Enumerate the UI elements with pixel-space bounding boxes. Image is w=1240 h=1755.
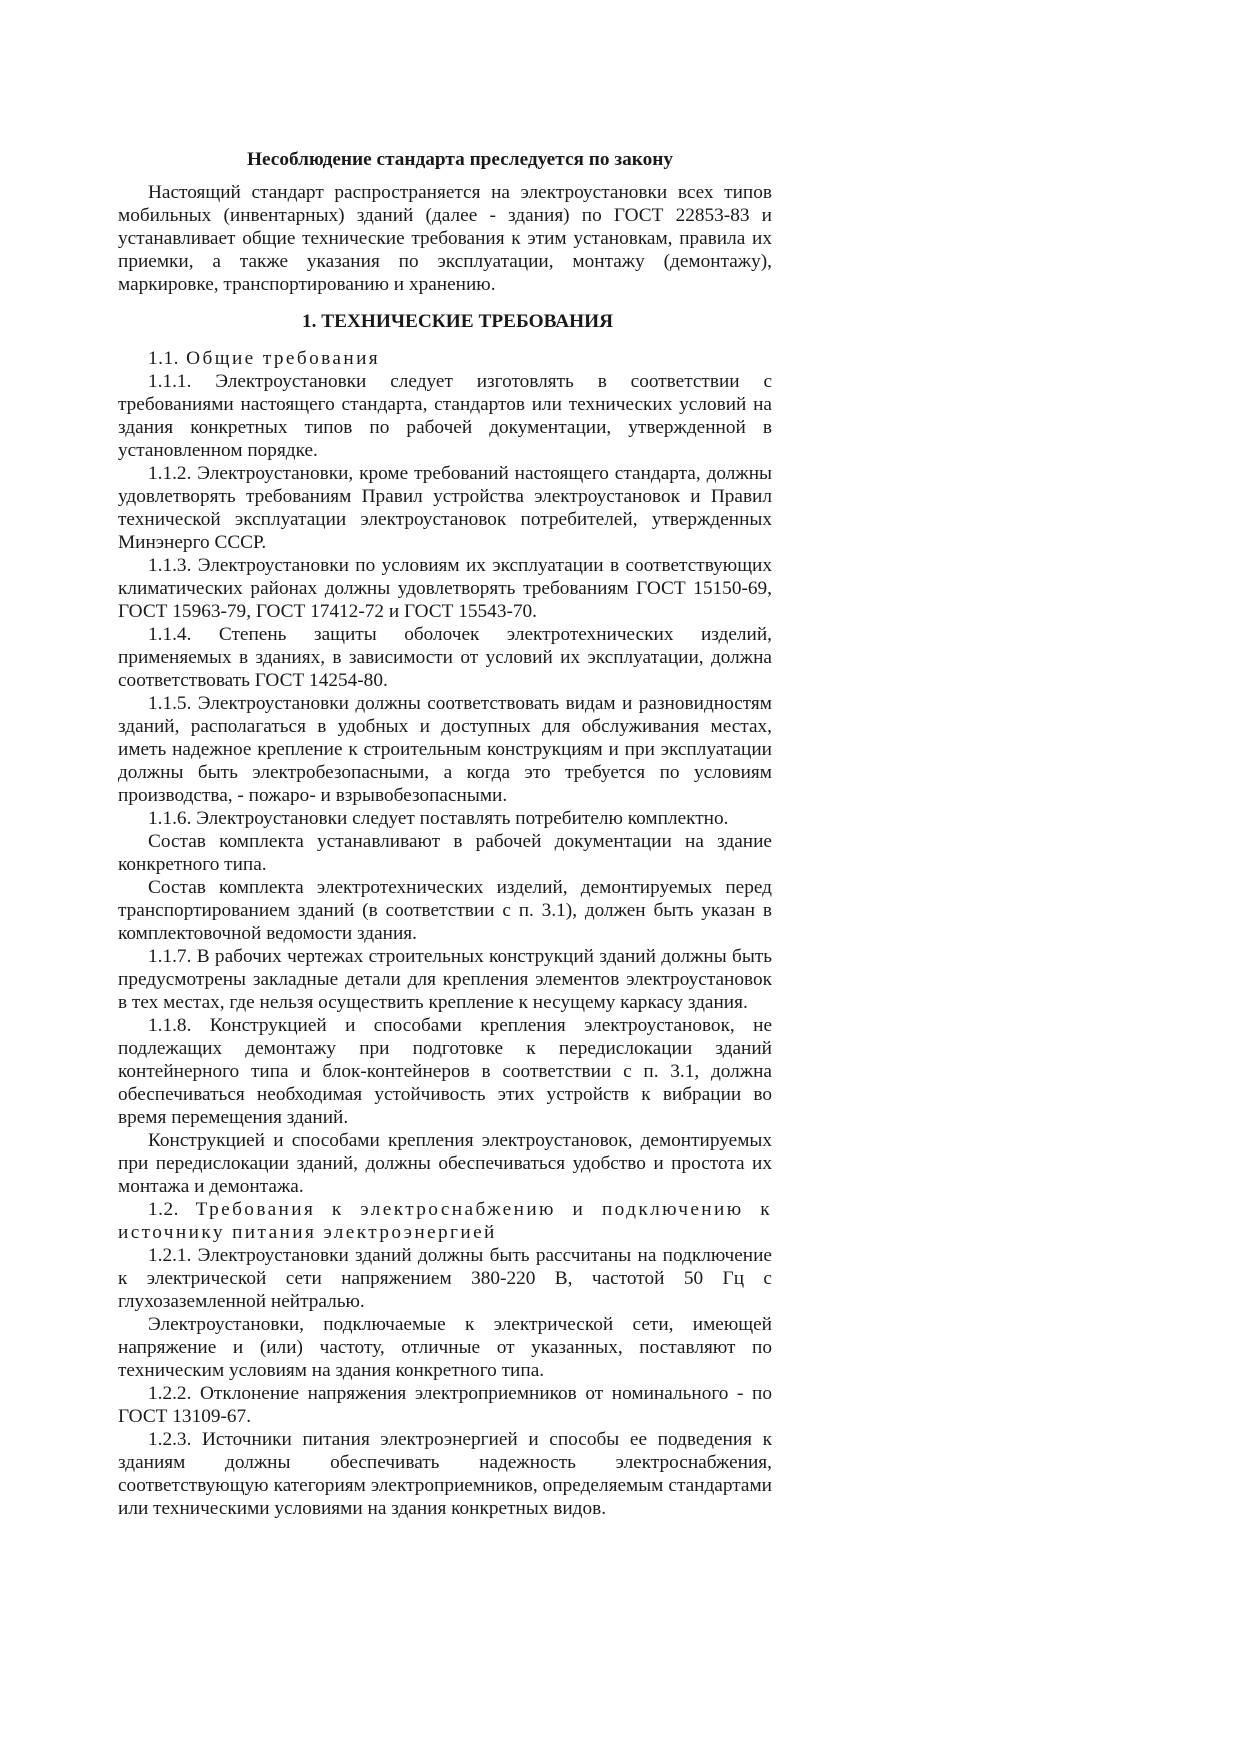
document-page bbox=[118, 148, 772, 1520]
section-title: 1. ТЕХНИЧЕСКИЕ ТРЕБОВАНИЯ bbox=[301, 311, 614, 332]
paragraph-1-1-5: 1.1.5. Электроустановки должны соответствовать видам и разновидностям зданий, располагаться в удобных и доступных для обслуживания местах, иметь надежное крепление к строительным конструкциям и при эксплуатации должны быть электробезопасными, а когда это требуется по условиям производства, - пожаро- и взрывобезопасными. bbox=[118, 693, 772, 806]
subsection-title: Требования к электроснабжению и подключению к источнику питания электроэнергией bbox=[118, 1199, 772, 1243]
paragraph-1-1-6-b: Состав комплекта устанавливают в рабочей документации на здание конкретного типа. bbox=[118, 831, 772, 875]
paragraph-1-1-3: 1.1.3. Электроустановки по условиям их эксплуатации в соответствующих климатических районах должны удовлетворять требованиям ГОСТ 15150-69, ГОСТ 15963-79, ГОСТ 17412-72 и ГОСТ 15543-70. bbox=[118, 555, 772, 622]
paragraph-1-2-1-b: Электроустановки, подключаемые к электрической сети, имеющей напряжение и (или) частоту, отличные от указанных, поставляют по техническим условиям на здания конкретного типа. bbox=[118, 1314, 772, 1381]
paragraph-1-2-2: 1.2.2. Отклонение напряжения электроприемников от номинального - по ГОСТ 13109-67. bbox=[118, 1383, 772, 1427]
paragraph-1-1-7: 1.1.7. В рабочих чертежах строительных конструкций зданий должны быть предусмотрены закладные детали для крепления элементов электроустановок в тех местах, где нельзя осуществить крепление к несущему каркасу здания. bbox=[118, 946, 772, 1013]
subsection-number: 1.1. bbox=[148, 348, 179, 369]
paragraph-1-1-2: 1.1.2. Электроустановки, кроме требований настоящего стандарта, должны удовлетворять требованиям Правил устройства электроустановок и Правил технической эксплуатации электроустановок потребителей, утвержденных Минэнерго СССР. bbox=[118, 463, 772, 553]
paragraph-1-2-1: 1.2.1. Электроустановки зданий должны быть рассчитаны на подключение к электрической сети напряжением 380-220 В, частотой 50 Гц с глухозаземленной нейтралью. bbox=[118, 1245, 772, 1312]
paragraph-1-1-6-c: Состав комплекта электротехнических изделий, демонтируемых перед транспортированием зданий (в соответствии с п. 3.1), должен быть указан в комплектовочной ведомости здания. bbox=[118, 877, 772, 944]
paragraph-1-2-3: 1.2.3. Источники питания электроэнергией и способы ее подведения к зданиям должны обеспечивать надежность электроснабжения, соответствующую категориям электроприемников, определяемым стандартами или техническими условиями на здания конкретных видов. bbox=[118, 1429, 772, 1519]
paragraph-1-1-6: 1.1.6. Электроустановки следует поставлять потребителю комплектно. bbox=[148, 808, 729, 829]
paragraph-1-1-4: 1.1.4. Степень защиты оболочек электротехнических изделий, применяемых в зданиях, в зависимости от условий их эксплуатации, должна соответствовать ГОСТ 14254-80. bbox=[118, 624, 772, 691]
subsection-heading-1-2 bbox=[118, 1198, 772, 1244]
subsection-title: Общие требования bbox=[186, 348, 381, 369]
intro-paragraph: Настоящий стандарт распространяется на электроустановки всех типов мобильных (инвентарных) зданий (далее - здания) по ГОСТ 22853-83 и устанавливает общие технические требования к этим установкам, правила их приемки, а также указания по эксплуатации, монтажу (демонтажу), маркировке, транспортированию и хранению. bbox=[118, 182, 772, 295]
paragraph-1-1-1: 1.1.1. Электроустановки следует изготовлять в соответствии с требованиями настоящего стандарта, стандартов или технических условий на здания конкретных типов по рабочей документации, утвержденной в установленном порядке. bbox=[118, 371, 772, 461]
paragraph-1-1-8-b: Конструкцией и способами крепления электроустановок, демонтируемых при передислокации зданий, должны обеспечиваться удобство и простота их монтажа и демонтажа. bbox=[118, 1130, 772, 1197]
paragraph-1-1-8: 1.1.8. Конструкцией и способами крепления электроустановок, не подлежащих демонтажу при подготовке к передислокации зданий контейнерного типа и блок-контейнеров в соответствии с п. 3.1, должна обеспечиваться необходимая устойчивость этих устройств к вибрации во время перемещения зданий. bbox=[118, 1015, 772, 1128]
subsection-number: 1.2. bbox=[148, 1199, 179, 1220]
legal-notice: Несоблюдение стандарта преследуется по закону bbox=[247, 149, 673, 170]
subsection-heading-1-1 bbox=[118, 347, 772, 370]
